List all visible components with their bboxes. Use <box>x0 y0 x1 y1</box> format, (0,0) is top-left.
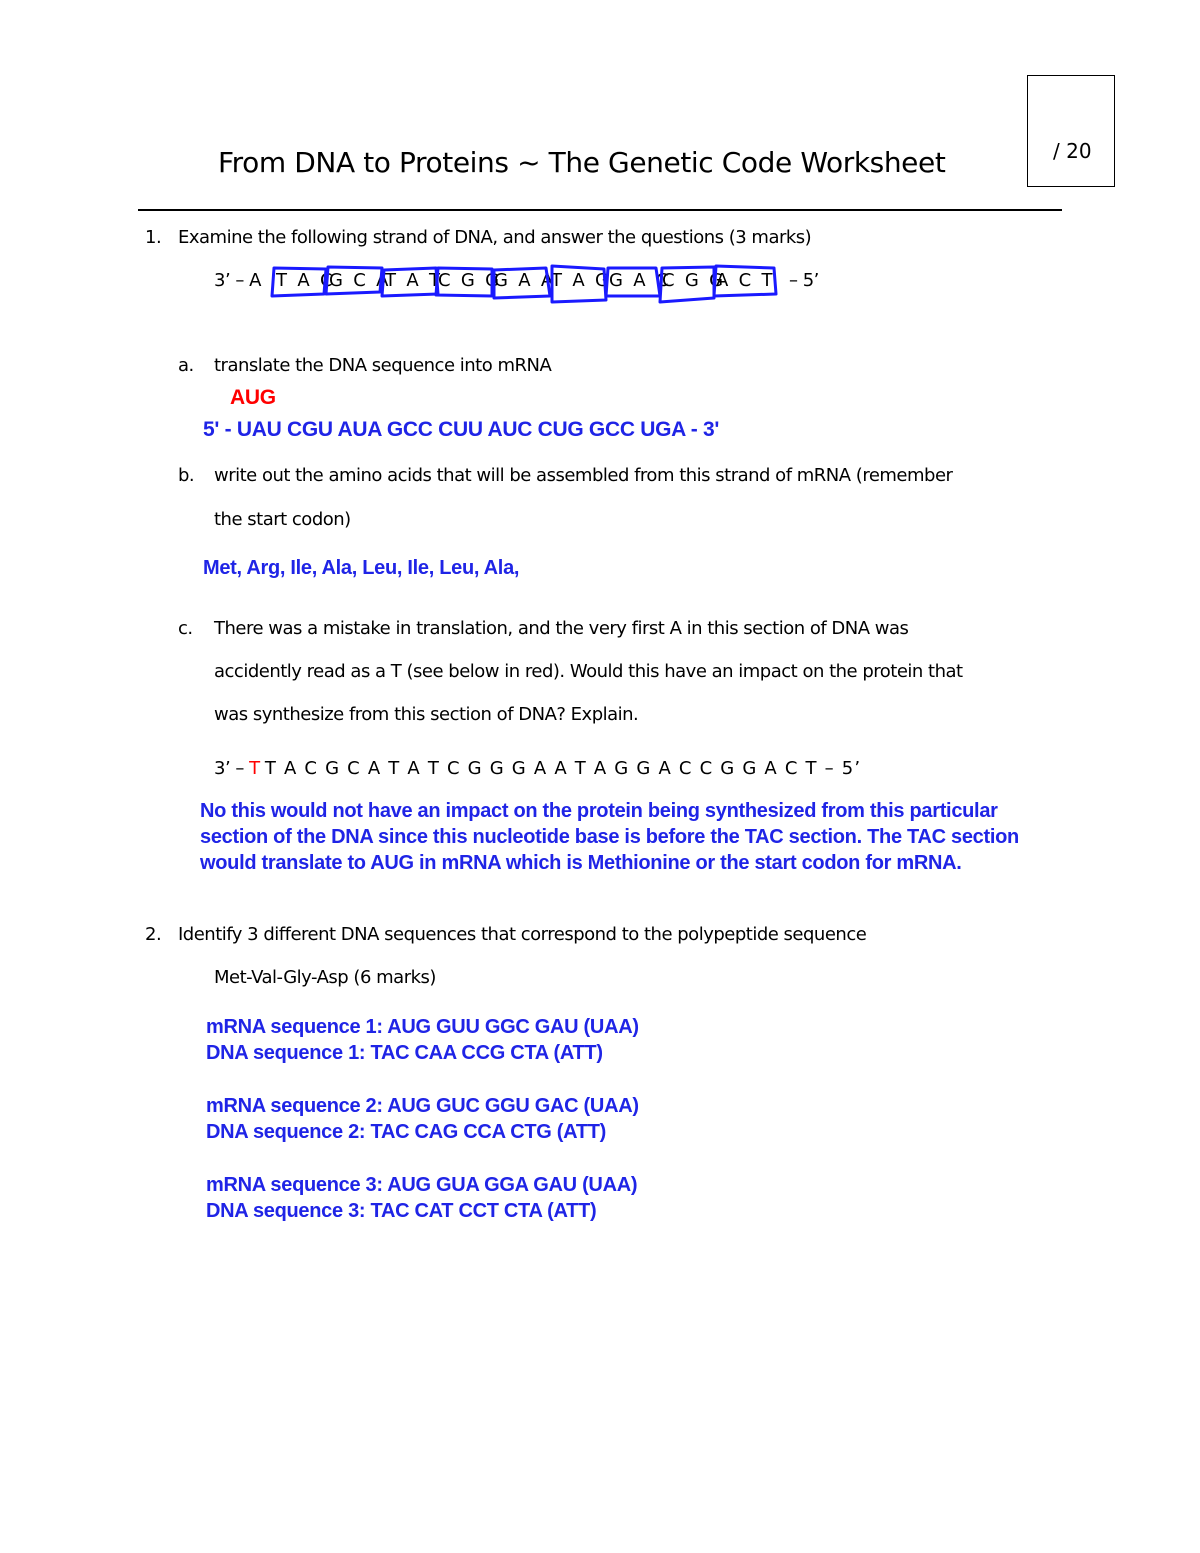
codon-circles-annotation <box>268 262 788 312</box>
q1b-prompt-line1: write out the amino acids that will be assembled from this strand of mRNA (remember <box>214 465 953 486</box>
codon-circle-8 <box>660 267 714 302</box>
q1-strand-suffix: – 5’ <box>789 270 819 291</box>
q1-number: 1. <box>145 227 162 248</box>
q2-answer-2-dna: DNA sequence 2: TAC CAG CCA CTG (ATT) <box>206 1121 607 1143</box>
q2-polypeptide: Met-Val-Gly-Asp (6 marks) <box>214 967 436 988</box>
codon-circle-3 <box>382 268 438 296</box>
codon-circle-9 <box>714 266 776 296</box>
q1-codon-5: G A A <box>494 270 556 291</box>
q1b-letter: b. <box>178 465 195 486</box>
q1c-letter: c. <box>178 618 193 639</box>
q1c-mutated-strand <box>214 758 861 779</box>
q1c-answer: No this would not have an impact on the protein being synthesized from this particular section of the DNA since this nucleotide base is before the TAC section. The TAC section would translate to AUG in mRNA which is Methionine or the start codon for mRNA. <box>200 800 1019 874</box>
codon-circle-7 <box>606 268 660 296</box>
q2-prompt: Identify 3 different DNA sequences that correspond to the polypeptide sequence <box>178 924 867 945</box>
q2-number: 2. <box>145 924 162 945</box>
title-divider <box>138 209 1062 211</box>
q1-codon-1: T A C <box>276 270 335 291</box>
q1-codon-2: G C A <box>329 270 391 291</box>
q2-answer-1-mrna: mRNA sequence 1: AUG GUU GGC GAU (UAA) <box>206 1016 639 1038</box>
q1a-letter: a. <box>178 355 194 376</box>
worksheet-title: From DNA to Proteins ~ The Genetic Code Worksheet <box>218 146 946 179</box>
q1-codon-3: T A T <box>385 270 443 291</box>
q1-codon-8: C G G <box>662 270 726 291</box>
q1a-start-codon-note: AUG <box>230 386 276 409</box>
q1c-strand-mutation: T <box>249 758 260 779</box>
q1-codon-4: C G G <box>438 270 502 291</box>
codon-circle-1 <box>272 268 326 296</box>
q2-answer-2-mrna: mRNA sequence 2: AUG GUC GGU GAC (UAA) <box>206 1095 639 1117</box>
codon-circle-4 <box>436 268 492 296</box>
q1a-answer: 5' - UAU CGU AUA GCC CUU AUC CUG GCC UGA - 3' <box>203 418 720 441</box>
q1a-prompt: translate the DNA sequence into mRNA <box>214 355 552 376</box>
q1c-strand-prefix: 3’ – <box>214 758 244 779</box>
codon-circle-2 <box>326 267 382 294</box>
q1c-prompt-line1: There was a mistake in translation, and the very first A in this section of DNA was <box>214 618 909 639</box>
q2-answer-3-mrna: mRNA sequence 3: AUG GUA GGA GAU (UAA) <box>206 1174 638 1196</box>
q1c-prompt-line2: accidently read as a T (see below in red). Would this have an impact on the protein that <box>214 661 963 682</box>
q1-codon-9: A C T <box>716 270 775 291</box>
codon-circle-6 <box>552 266 606 302</box>
q2-answer-3-dna: DNA sequence 3: TAC CAT CCT CTA (ATT) <box>206 1200 597 1222</box>
q1-codon-7: G A C <box>609 270 671 291</box>
score-total: / 20 <box>1053 139 1092 163</box>
q2-answer-1-dna: DNA sequence 1: TAC CAA CCG CTA (ATT) <box>206 1042 603 1064</box>
q1b-answer: Met, Arg, Ile, Ala, Leu, Ile, Leu, Ala, <box>203 557 520 579</box>
score-box <box>1027 75 1115 187</box>
q1-codon-6: T A G <box>551 270 612 291</box>
q1c-strand-rest: T A C G C A T A T C G G G A A T A G G A C C G G A C T – 5’ <box>264 758 862 779</box>
q1-strand-prefix: 3’ – A <box>214 270 261 291</box>
q1b-prompt-line2: the start codon) <box>214 509 351 530</box>
q1c-prompt-line3: was synthesize from this section of DNA? Explain. <box>214 704 639 725</box>
codon-circle-5 <box>494 268 550 298</box>
q1-prompt: Examine the following strand of DNA, and answer the questions (3 marks) <box>178 227 812 248</box>
